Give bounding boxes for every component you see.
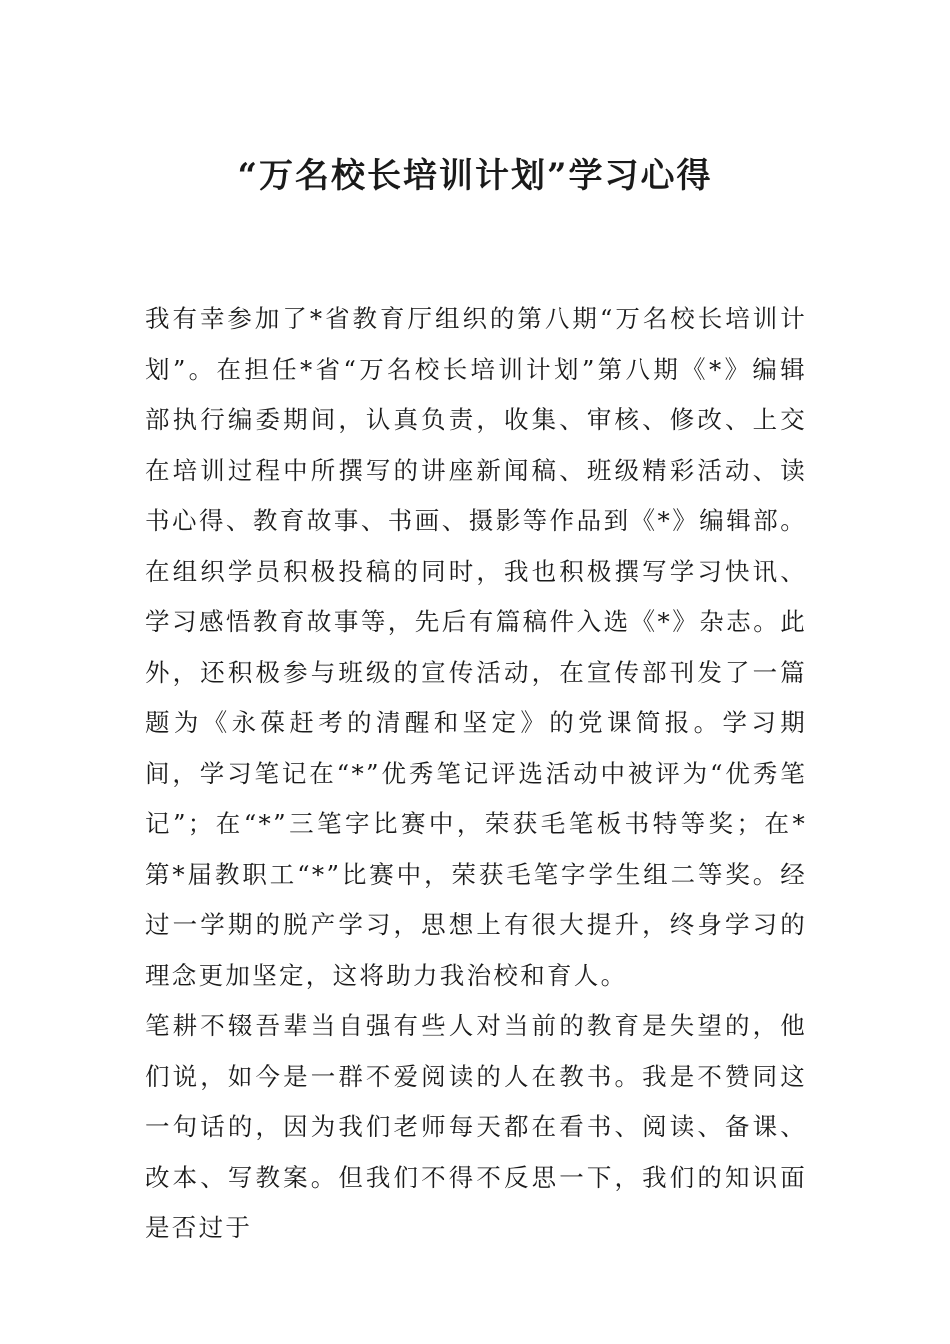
paragraph-2: 笔耕不辍吾辈当自强有些人对当前的教育是失望的，他们说，如今是一群不爱阅读的人在教书。我是不赞同这一句话的，因为我们老师每天都在看书、阅读、备课、改本、写教案。但我们不得不反思一下，我们的知识面是否过于	[145, 1011, 807, 1242]
document-body	[145, 294, 807, 1254]
paragraph-1: 我有幸参加了*省教育厅组织的第八期“万名校长培训计划”。在担任*省“万名校长培训计划”第八期《*》编辑部执行编委期间，认真负责，收集、审核、修改、上交在培训过程中所撰写的讲座新闻稿、班级精彩活动、读书心得、教育故事、书画、摄影等作品到《*》编辑部。在组织学员积极投稿的同时，我也积极撰写学习快讯、学习感悟教育故事等，先后有篇稿件入选《*》杂志。此外，还积极参与班级的宣传活动，在宣传部刊发了一篇题为《永葆赶考的清醒和坚定》的党课简报。学习期间，学习笔记在“*”优秀笔记评选活动中被评为“优秀笔记”；在“*”三笔字比赛中，荣获毛笔板书特等奖；在*第*届教职工“*”比赛中，荣获毛笔字学生组二等奖。经过一学期的脱产学习，思想上有很大提升，终身学习的理念更加坚定，这将助力我治校和育人。	[145, 304, 807, 990]
document-title: “万名校长培训计划”学习心得	[237, 156, 713, 196]
